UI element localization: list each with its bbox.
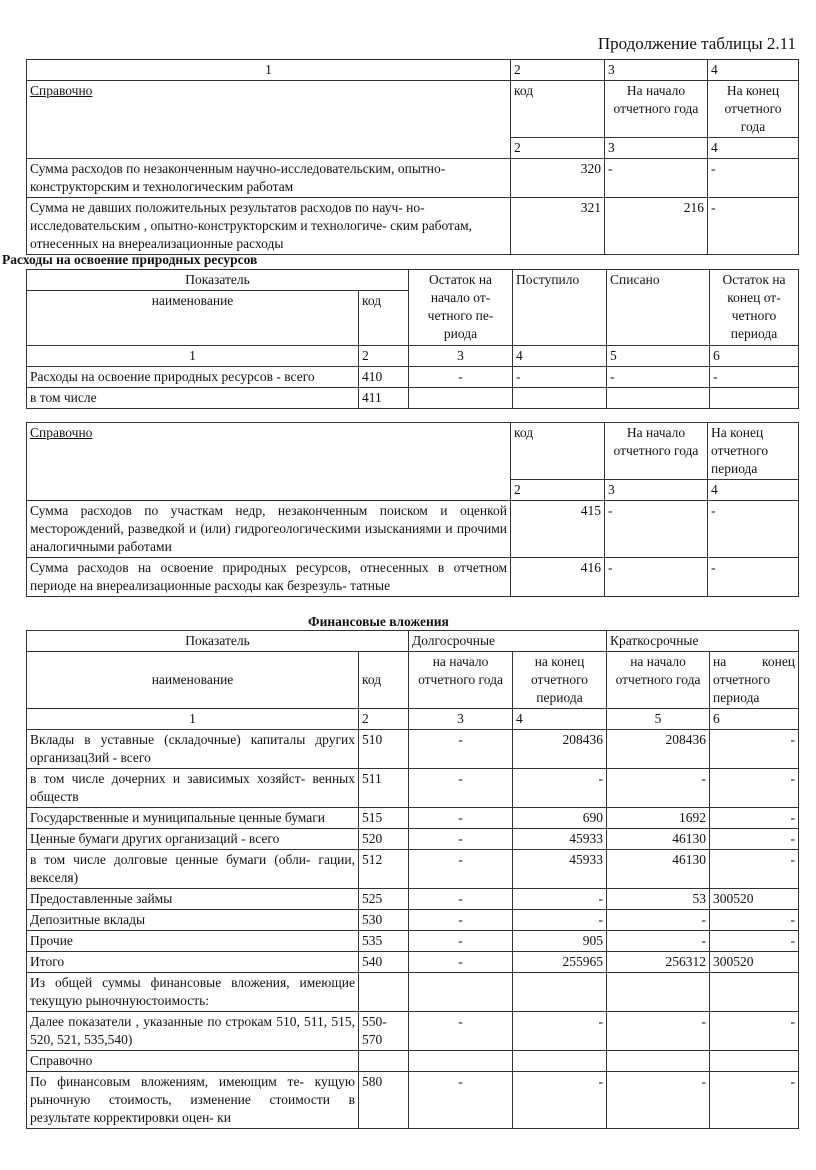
row-value: -: [409, 850, 513, 889]
column-number: 3: [605, 480, 708, 501]
row-value: [710, 973, 799, 1012]
row-value: -: [409, 808, 513, 829]
row-value: -: [607, 769, 710, 808]
row-code: 416: [511, 558, 605, 597]
row-name: Сумма расходов по участкам недр, незаконченным поиском и оценкой месторождений, разведкой и (или) гидрогеологическими изысканиями и прочими аналогичными работами: [27, 501, 511, 558]
row-name: Прочие: [27, 931, 359, 952]
reference-label: Справочно: [27, 81, 511, 159]
row-name: Далее показатели , указанные по строкам 510, 511, 515, 520, 521, 535,540): [27, 1012, 359, 1051]
column-number: 2: [359, 709, 409, 730]
row-code: [359, 973, 409, 1012]
row-value: -: [607, 1012, 710, 1051]
column-number: 4: [708, 138, 799, 159]
row-value: 208436: [607, 730, 710, 769]
column-number: 1: [27, 60, 511, 81]
row-value: -: [409, 829, 513, 850]
header-row: [27, 631, 799, 652]
table-row: [27, 952, 799, 973]
short-term-header: Краткосрочные: [607, 631, 799, 652]
row-value: -: [607, 931, 710, 952]
opening-balance-header: Остаток на начало от- четного пе- риода: [409, 270, 513, 346]
written-off-header: Списано: [607, 270, 710, 346]
column-number: 4: [513, 346, 607, 367]
row-value: -: [409, 769, 513, 808]
row-value: 905: [513, 931, 607, 952]
row-code: 415: [511, 501, 605, 558]
row-code: 540: [359, 952, 409, 973]
row-value: -: [607, 1072, 710, 1129]
row-value: 216: [605, 198, 708, 255]
end-header: На конец отчетного года: [708, 81, 799, 138]
long-term-header: Долгосрочные: [409, 631, 607, 652]
row-name: Ценные бумаги других организаций - всего: [27, 829, 359, 850]
column-number: 2: [511, 138, 605, 159]
column-number: 4: [708, 480, 799, 501]
table-caption: Продолжение таблицы 2.11: [597, 34, 796, 53]
column-number: 2: [359, 346, 409, 367]
column-number: 1: [27, 709, 359, 730]
table-row: [27, 1072, 799, 1129]
row-code: 511: [359, 769, 409, 808]
natural-resources-table: [26, 269, 799, 409]
row-value: -: [710, 910, 799, 931]
table-row: [27, 367, 799, 388]
row-value: -: [513, 910, 607, 931]
table-row: [27, 910, 799, 931]
financial-investments-table: [26, 630, 799, 1129]
row-value: -: [513, 1012, 607, 1051]
row-value: -: [708, 558, 799, 597]
row-value: -: [710, 829, 799, 850]
row-value: -: [513, 367, 607, 388]
row-value: -: [708, 159, 799, 198]
row-name: По финансовым вложениям, имеющим те- кущую рыночную стоимость, изменение стоимости в результате корректировки оцен- ки: [27, 1072, 359, 1129]
column-number: 2: [511, 480, 605, 501]
header-row: [27, 652, 799, 709]
received-header: Поступило: [513, 270, 607, 346]
row-value: -: [607, 910, 710, 931]
name-header: наименование: [27, 291, 359, 346]
column-number: 6: [710, 346, 799, 367]
row-name: Сумма не давших положительных результатов расходов по науч- но-исследовательским , опытно-конструкторским и технологиче- ским работам, отнесенных на внереализационные расходы: [27, 198, 511, 255]
row-name: Вклады в уставные (складочные) капиталы других организац3ий - всего: [27, 730, 359, 769]
column-number: 4: [708, 60, 799, 81]
closing-balance-header: Остаток на конец от- четного периода: [710, 270, 799, 346]
table-row: [27, 1012, 799, 1051]
row-name: Сумма расходов на освоение природных ресурсов, отнесенных в отчетном периоде на внереализационные расходы как безрезуль- татные: [27, 558, 511, 597]
header-row: [27, 270, 799, 291]
row-value: -: [409, 1072, 513, 1129]
row-value: [513, 388, 607, 409]
code-header: код: [511, 81, 605, 138]
column-number-row: [27, 709, 799, 730]
row-value: -: [409, 952, 513, 973]
table-row: [27, 769, 799, 808]
indicator-header: Показатель: [27, 270, 409, 291]
row-value: [607, 973, 710, 1012]
row-name: Депозитные вклады: [27, 910, 359, 931]
end-header: На конец отчетного периода: [708, 423, 799, 480]
code-header: код: [359, 652, 409, 709]
long-end-header: на конец отчетного периода: [513, 652, 607, 709]
row-name: Государственные и муниципальные ценные бумаги: [27, 808, 359, 829]
table-row: [27, 829, 799, 850]
column-number-row: [27, 346, 799, 367]
row-value: -: [710, 367, 799, 388]
row-value: 690: [513, 808, 607, 829]
row-code: 411: [359, 388, 409, 409]
row-value: [607, 388, 710, 409]
row-value: 53: [607, 889, 710, 910]
short-end-header: на конец отчетного периода: [710, 652, 799, 709]
row-value: -: [409, 730, 513, 769]
row-code: 512: [359, 850, 409, 889]
column-number: 2: [511, 60, 605, 81]
row-value: 300520: [710, 889, 799, 910]
natural-resources-reference-table: [26, 422, 799, 597]
column-number: 1: [27, 346, 359, 367]
column-number: 5: [607, 709, 710, 730]
table-row: [27, 198, 799, 255]
row-value: 1692: [607, 808, 710, 829]
row-value: [710, 1051, 799, 1072]
row-value: [710, 388, 799, 409]
short-start-header: на начало отчетного года: [607, 652, 710, 709]
row-code: 525: [359, 889, 409, 910]
column-number: 5: [607, 346, 710, 367]
row-value: -: [708, 501, 799, 558]
row-value: -: [710, 808, 799, 829]
row-name: Из общей суммы финансовые вложения, имеющие текущую рыночнуюстоимость:: [27, 973, 359, 1012]
column-number-row: [27, 60, 799, 81]
row-value: -: [710, 769, 799, 808]
indicator-header: Показатель: [27, 631, 409, 652]
row-code: 550- 570: [359, 1012, 409, 1051]
row-value: -: [710, 730, 799, 769]
table-row: [27, 388, 799, 409]
row-value: [513, 973, 607, 1012]
row-value: 208436: [513, 730, 607, 769]
row-code: 580: [359, 1072, 409, 1129]
row-value: [607, 1051, 710, 1072]
column-number: 3: [605, 60, 708, 81]
row-code: 515: [359, 808, 409, 829]
row-value: -: [710, 850, 799, 889]
row-value: -: [513, 769, 607, 808]
row-code: 320: [511, 159, 605, 198]
row-value: -: [409, 889, 513, 910]
long-start-header: на начало отчетного года: [409, 652, 513, 709]
row-value: -: [710, 1072, 799, 1129]
row-value: 45933: [513, 850, 607, 889]
section-title-financial-investments: Финансовые вложения: [308, 614, 449, 629]
rd-expenses-table: [26, 59, 799, 255]
reference-header-row: [27, 81, 799, 138]
row-code: 410: [359, 367, 409, 388]
table-row: [27, 889, 799, 910]
table-row: [27, 501, 799, 558]
row-value: 46130: [607, 829, 710, 850]
row-value: -: [513, 1072, 607, 1129]
start-header: На начало отчетного года: [605, 423, 708, 480]
row-name: Расходы на освоение природных ресурсов - всего: [27, 367, 359, 388]
row-value: -: [710, 1012, 799, 1051]
code-header: код: [359, 291, 409, 346]
row-code: 535: [359, 931, 409, 952]
row-value: [513, 1051, 607, 1072]
table-row: [27, 808, 799, 829]
row-name: в том числе: [27, 388, 359, 409]
row-code: 530: [359, 910, 409, 931]
row-value: -: [708, 198, 799, 255]
name-header: наименование: [27, 652, 359, 709]
table-row: [27, 558, 799, 597]
row-value: 300520: [710, 952, 799, 973]
row-value: -: [409, 931, 513, 952]
row-value: -: [605, 159, 708, 198]
row-value: [409, 973, 513, 1012]
row-value: [409, 388, 513, 409]
row-name: в том числе долговые ценные бумаги (обли- гации, векселя): [27, 850, 359, 889]
code-header: код: [511, 423, 605, 480]
row-code: 321: [511, 198, 605, 255]
row-value: 45933: [513, 829, 607, 850]
row-name: в том числе дочерних и зависимых хозяйст- венных обществ: [27, 769, 359, 808]
section-title-natural-resources: Расходы на освоение природных ресурсов: [2, 252, 258, 267]
reference-label: Справочно: [27, 423, 511, 501]
row-value: -: [409, 367, 513, 388]
row-name: Итого: [27, 952, 359, 973]
row-code: [359, 1051, 409, 1072]
row-value: 46130: [607, 850, 710, 889]
table-row: [27, 973, 799, 1012]
column-number: 3: [409, 709, 513, 730]
row-name: Справочно: [27, 1051, 359, 1072]
row-value: 255965: [513, 952, 607, 973]
row-value: -: [605, 501, 708, 558]
table-row: [27, 730, 799, 769]
column-number: 4: [513, 709, 607, 730]
row-name: Предоставленные займы: [27, 889, 359, 910]
table-row: [27, 931, 799, 952]
column-number: 3: [605, 138, 708, 159]
reference-header-row: [27, 423, 799, 480]
row-value: -: [513, 889, 607, 910]
row-value: -: [607, 367, 710, 388]
start-header: На начало отчетного года: [605, 81, 708, 138]
row-value: -: [409, 910, 513, 931]
table-row: [27, 159, 799, 198]
row-name: Сумма расходов по незаконченным научно-исследовательским, опытно-конструкторским и технологическим работам: [27, 159, 511, 198]
table-row: [27, 1051, 799, 1072]
row-value: -: [409, 1012, 513, 1051]
column-number: 6: [710, 709, 799, 730]
column-number: 3: [409, 346, 513, 367]
table-row: [27, 850, 799, 889]
row-value: -: [605, 558, 708, 597]
row-value: [409, 1051, 513, 1072]
row-value: 256312: [607, 952, 710, 973]
row-value: -: [710, 931, 799, 952]
row-code: 520: [359, 829, 409, 850]
row-code: 510: [359, 730, 409, 769]
